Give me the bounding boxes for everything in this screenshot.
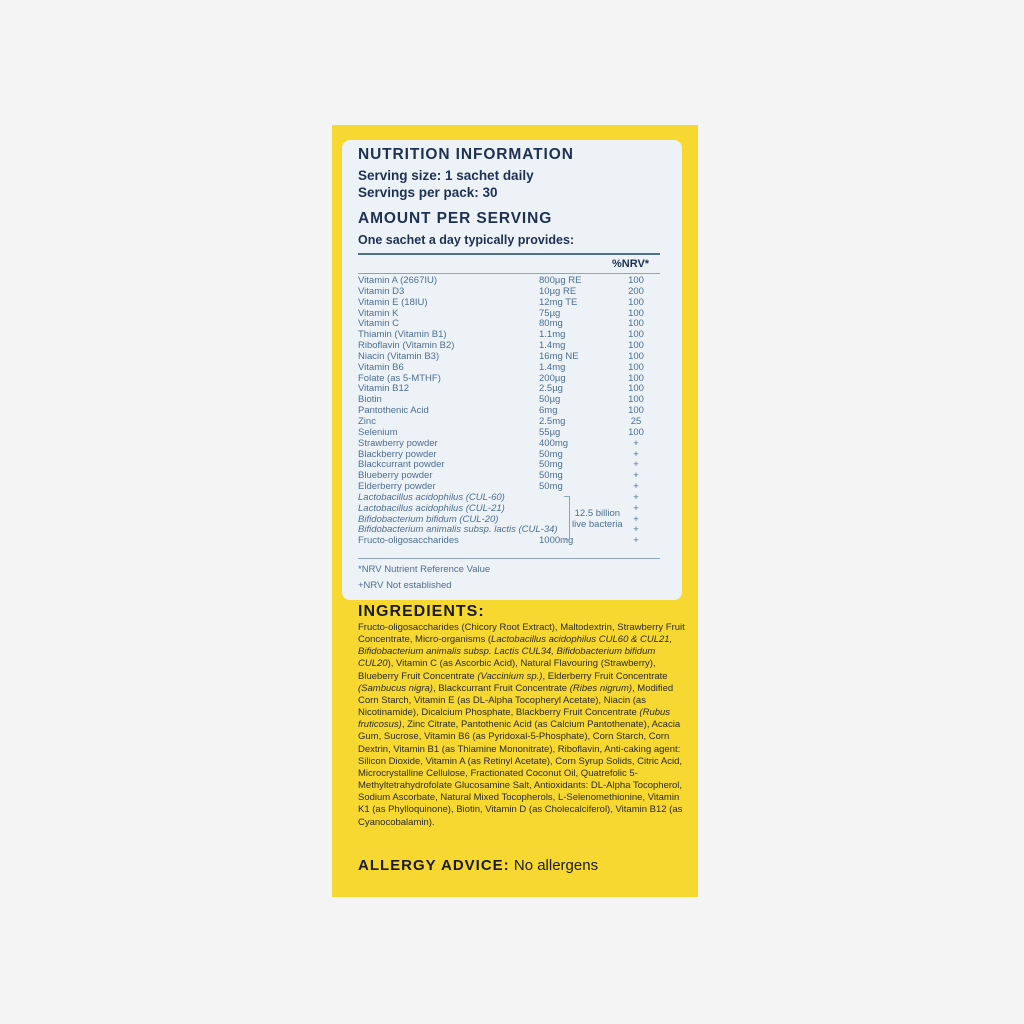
row-name: Lactobacillus acidophilus (CUL-60) bbox=[358, 491, 505, 503]
row-amount: 16mg NE bbox=[539, 350, 579, 362]
serving-size: Serving size: 1 sachet daily bbox=[358, 168, 534, 183]
row-name: Vitamin B6 bbox=[358, 361, 404, 373]
row-name: Vitamin A (2667IU) bbox=[358, 275, 438, 286]
row-amount: 50µg bbox=[539, 394, 561, 406]
row-name: Lactobacillus acidophilus (CUL-21) bbox=[358, 502, 505, 514]
row-nrv: + bbox=[633, 535, 639, 547]
ingredient-latin-name: (Vaccinium sp.) bbox=[477, 670, 543, 682]
row-nrv: + bbox=[633, 437, 639, 449]
ingredient-text-segment: , Blackcurrant Fruit Concentrate bbox=[432, 682, 570, 694]
ingredient-latin-name: Lactobacillus acidophilus CUL60 & CUL21, Bifidobacterium animalis subsp. Lactis CUL34, Bifidobacterium bifidum CUL20 bbox=[358, 634, 673, 670]
allergy-value: No allergens bbox=[513, 857, 599, 874]
table-row bbox=[358, 439, 660, 450]
row-nrv: 100 bbox=[628, 394, 644, 406]
servings-per-pack: Servings per pack: 30 bbox=[358, 185, 498, 200]
live-bacteria-note bbox=[572, 508, 623, 530]
row-nrv: + bbox=[633, 513, 639, 525]
row-name: Strawberry powder bbox=[358, 437, 438, 449]
row-amount: 200µg bbox=[539, 372, 566, 384]
live-bacteria-count: 12.5 billion bbox=[574, 508, 621, 519]
row-name: Blueberry powder bbox=[358, 470, 433, 482]
row-name: Zinc bbox=[358, 415, 376, 427]
row-nrv: 100 bbox=[628, 296, 644, 308]
ingredient-text-segment: ), Vitamin C (as Ascorbic Acid), Natural Flavouring (Strawberry), Blueberry Fruit Concentrate bbox=[358, 658, 656, 682]
amount-heading: AMOUNT PER SERVING bbox=[358, 210, 553, 227]
row-name: Vitamin C bbox=[358, 318, 400, 330]
row-amount: 6mg bbox=[539, 405, 558, 417]
row-amount: 1.1mg bbox=[539, 329, 566, 341]
row-name: Blackcurrant powder bbox=[358, 459, 445, 471]
live-bacteria-label: live bacteria bbox=[572, 519, 623, 530]
amount-subheading: One sachet a day typically provides: bbox=[358, 233, 575, 247]
row-amount: 2.5mg bbox=[539, 415, 566, 427]
row-amount: 50mg bbox=[539, 470, 563, 482]
ingredient-latin-name: (Rubus fruticosus) bbox=[358, 707, 671, 731]
table-row bbox=[358, 363, 660, 374]
row-nrv: 100 bbox=[628, 361, 644, 373]
row-name: Vitamin K bbox=[358, 307, 399, 319]
row-amount: 800µg RE bbox=[539, 275, 582, 286]
ingredient-text-segment: , Modified Corn Starch, Vitamin E (as DL-Alpha Tocopheryl Acetate), Niacin (as Nicotinamide), Dicalcium Phosphate, Blackberry Fruit Concentrate bbox=[358, 682, 674, 719]
row-amount: 1.4mg bbox=[539, 340, 566, 352]
row-nrv: 100 bbox=[628, 405, 644, 417]
footnote-not-established: +NRV Not established bbox=[358, 580, 452, 591]
row-name: Bifidobacterium bifidum (CUL-20) bbox=[358, 513, 499, 525]
row-amount: 75µg bbox=[539, 307, 561, 319]
ingredient-text-segment: , Elderberry Fruit Concentrate bbox=[542, 670, 668, 682]
row-nrv: 100 bbox=[628, 307, 644, 319]
row-name: Vitamin E (18IU) bbox=[358, 296, 428, 308]
table-row bbox=[358, 384, 660, 395]
footnote-nrv: *NRV Nutrient Reference Value bbox=[358, 564, 491, 575]
table-bottom-rule bbox=[358, 558, 660, 559]
row-nrv: 100 bbox=[628, 372, 644, 384]
row-name: Vitamin D3 bbox=[358, 285, 405, 297]
row-name: Pantothenic Acid bbox=[358, 405, 429, 417]
nrv-column-header: %NRV* bbox=[612, 258, 650, 270]
allergy-advice bbox=[358, 857, 598, 874]
ingredient-text-segment: , Zinc Citrate, Pantothenic Acid (as Calcium Pantothenate), Acacia Gum, Sucrose, Vitamin B6 (as Pyridoxal-5-Phosphate), Corn Starch, Corn Dextrin, Vitamin B1 (as Thiamine Mononitrate), Riboflavin, Anti-caking agent: Silicon Dioxide, Vitamin A (as Retinyl Acetate), Corn Syrup Solids, Citric Acid, Microcrystalline Cellulose, Fractionated Coconut Oil, Quatrefolic 5-Methyltetrahydrofolate Glucosamine Salt, Antioxidants: DL-Alpha Tocopherol, Sodium Ascorbate, Natural Mixed Tocopherols, L-Selenomethionine, Vitamin K1 (as Phylloquinone), Biotin, Vitamin D (as Cholecalciferol), Vitamin B12 (as Cyanocobalamin). bbox=[358, 719, 683, 828]
row-nrv: 100 bbox=[628, 340, 644, 352]
row-name: Elderberry powder bbox=[358, 481, 436, 493]
ingredient-text-segment: Fructo-oligosaccharides (Chicory Root Extract), Maltodextrin, Strawberry Fruit Concentrate, Micro-organisms ( bbox=[358, 622, 685, 646]
table-row bbox=[358, 309, 660, 320]
row-name: Folate (as 5-MTHF) bbox=[358, 372, 441, 384]
row-name: Blackberry powder bbox=[358, 448, 437, 460]
row-nrv: 200 bbox=[628, 285, 644, 297]
row-amount: 50mg bbox=[539, 448, 563, 460]
row-nrv: + bbox=[633, 491, 639, 503]
row-amount: 80mg bbox=[539, 318, 563, 330]
row-amount: 50mg bbox=[539, 481, 563, 493]
row-amount: 50mg bbox=[539, 459, 563, 471]
row-name: Thiamin (Vitamin B1) bbox=[358, 329, 447, 341]
row-nrv: + bbox=[633, 481, 639, 493]
live-bacteria-bracket bbox=[564, 496, 570, 540]
nutrition-table bbox=[358, 276, 660, 547]
ingredient-latin-name: (Sambucus nigra) bbox=[358, 682, 433, 694]
row-nrv: 100 bbox=[628, 383, 644, 395]
allergy-label: ALLERGY ADVICE: bbox=[358, 857, 510, 874]
row-name: Fructo-oligosaccharides bbox=[358, 535, 459, 547]
row-nrv: + bbox=[633, 448, 639, 460]
row-nrv: 25 bbox=[630, 415, 642, 427]
row-nrv: + bbox=[633, 470, 639, 482]
table-row bbox=[358, 298, 660, 309]
table-row bbox=[358, 406, 660, 417]
row-nrv: + bbox=[633, 502, 639, 514]
table-top-rule bbox=[358, 253, 660, 255]
ingredient-latin-name: (Ribes nigrum) bbox=[569, 682, 633, 694]
row-nrv: 100 bbox=[628, 318, 644, 330]
ingredients-heading: INGREDIENTS: bbox=[358, 603, 485, 620]
nutrition-title: NUTRITION INFORMATION bbox=[358, 146, 574, 163]
row-amount: 55µg bbox=[539, 426, 561, 438]
row-amount: 400mg bbox=[539, 437, 569, 449]
row-nrv: 100 bbox=[628, 275, 644, 286]
ingredients-text bbox=[358, 622, 686, 829]
table-row bbox=[358, 536, 660, 547]
row-name: Biotin bbox=[358, 394, 382, 406]
row-name: Vitamin B12 bbox=[358, 383, 410, 395]
row-amount: 12mg TE bbox=[539, 296, 578, 308]
row-amount: 1000mg bbox=[539, 535, 574, 547]
row-amount: 1.4mg bbox=[539, 361, 566, 373]
row-nrv: + bbox=[633, 459, 639, 471]
row-name: Selenium bbox=[358, 426, 398, 438]
row-name: Niacin (Vitamin B3) bbox=[358, 350, 440, 362]
row-amount: 10µg RE bbox=[539, 285, 577, 297]
row-amount: 2.5µg bbox=[539, 383, 563, 395]
row-nrv: 100 bbox=[628, 426, 644, 438]
row-nrv: 100 bbox=[628, 329, 644, 341]
row-name: Riboflavin (Vitamin B2) bbox=[358, 340, 455, 352]
table-row bbox=[358, 417, 660, 428]
row-nrv: 100 bbox=[628, 350, 644, 362]
row-nrv: + bbox=[633, 524, 639, 536]
table-header-rule bbox=[358, 273, 660, 274]
row-name: Bifidobacterium animalis subsp. lactis (CUL-34) bbox=[358, 524, 558, 536]
